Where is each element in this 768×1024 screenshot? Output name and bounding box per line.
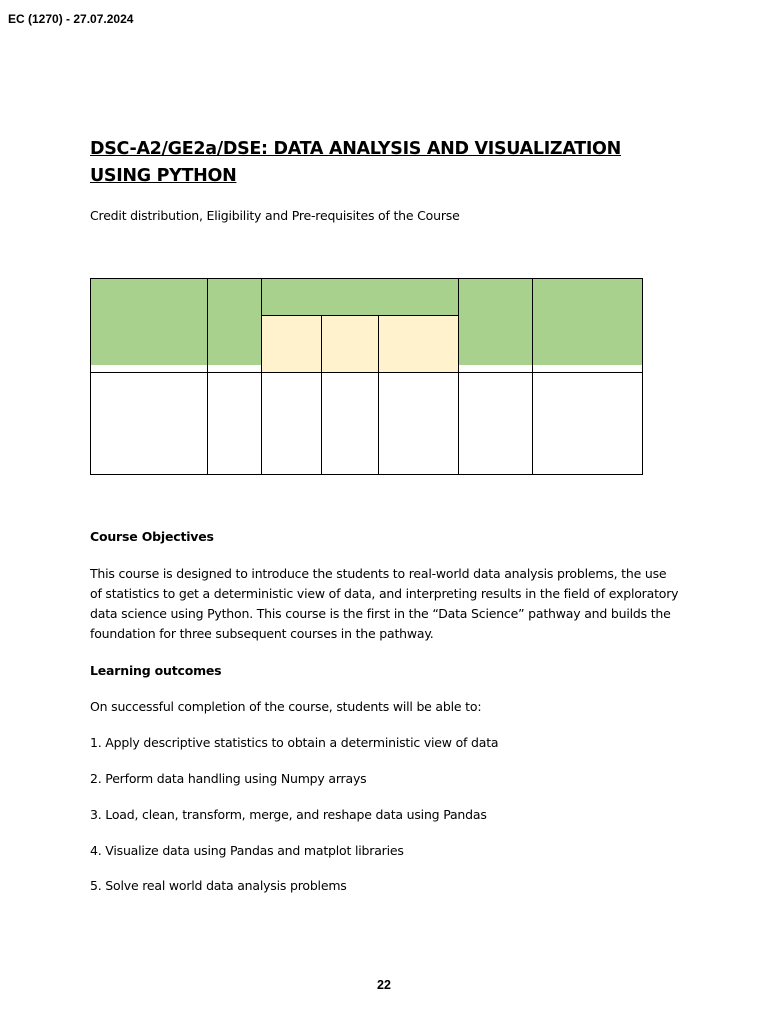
header-cell-eligibility [459, 279, 533, 373]
page-number: 22 [377, 978, 391, 992]
learning-outcome-item-4: 4. Visualize data using Pandas and matplot libraries [90, 843, 404, 858]
learning-outcome-item-5: 5. Solve real world data analysis problems [90, 878, 347, 893]
table-row [91, 373, 643, 475]
table-cell [379, 373, 459, 475]
header-cell-credit-distribution [262, 279, 459, 316]
learning-outcome-item-3: 3. Load, clean, transform, merge, and reshape data using Pandas [90, 807, 487, 822]
learning-outcomes-heading: Learning outcomes [90, 663, 222, 678]
learning-outcome-item-1: 1. Apply descriptive statistics to obtain a deterministic view of data [90, 735, 499, 750]
table-header-row [91, 279, 643, 316]
subheader-cell-lecture [262, 316, 322, 373]
table-cell [322, 373, 379, 475]
course-objectives-text: This course is designed to introduce the students to real-world data analysis problems, the use of statistics to get a deterministic view of data, and interpreting results in the field of exploratory data science using Python. This course is the first in the “Data Science” pathway and builds the foundation for three subsequent courses in the pathway. [90, 566, 679, 641]
document-header-stamp: EC (1270) - 27.07.2024 [8, 12, 134, 26]
table-cell [459, 373, 533, 475]
table-cell [533, 373, 643, 475]
subheader-cell-tutorial [322, 316, 379, 373]
learning-outcomes-intro: On successful completion of the course, students will be able to: [90, 699, 482, 714]
credit-distribution-subtitle: Credit distribution, Eligibility and Pre-requisites of the Course [90, 208, 460, 223]
course-title: DSC-A2/GE2a/DSE: DATA ANALYSIS AND VISUALIZATION USING PYTHON [90, 139, 621, 186]
learning-outcome-item-2: 2. Perform data handling using Numpy arrays [90, 771, 367, 786]
table-cell [208, 373, 262, 475]
header-cell-course-title [91, 279, 208, 373]
header-cell-credits [208, 279, 262, 373]
subheader-cell-practical [379, 316, 459, 373]
table-cell [91, 373, 208, 475]
table-cell [262, 373, 322, 475]
course-objectives-heading: Course Objectives [90, 529, 214, 544]
credit-distribution-table [90, 278, 643, 475]
header-cell-prerequisite [533, 279, 643, 373]
